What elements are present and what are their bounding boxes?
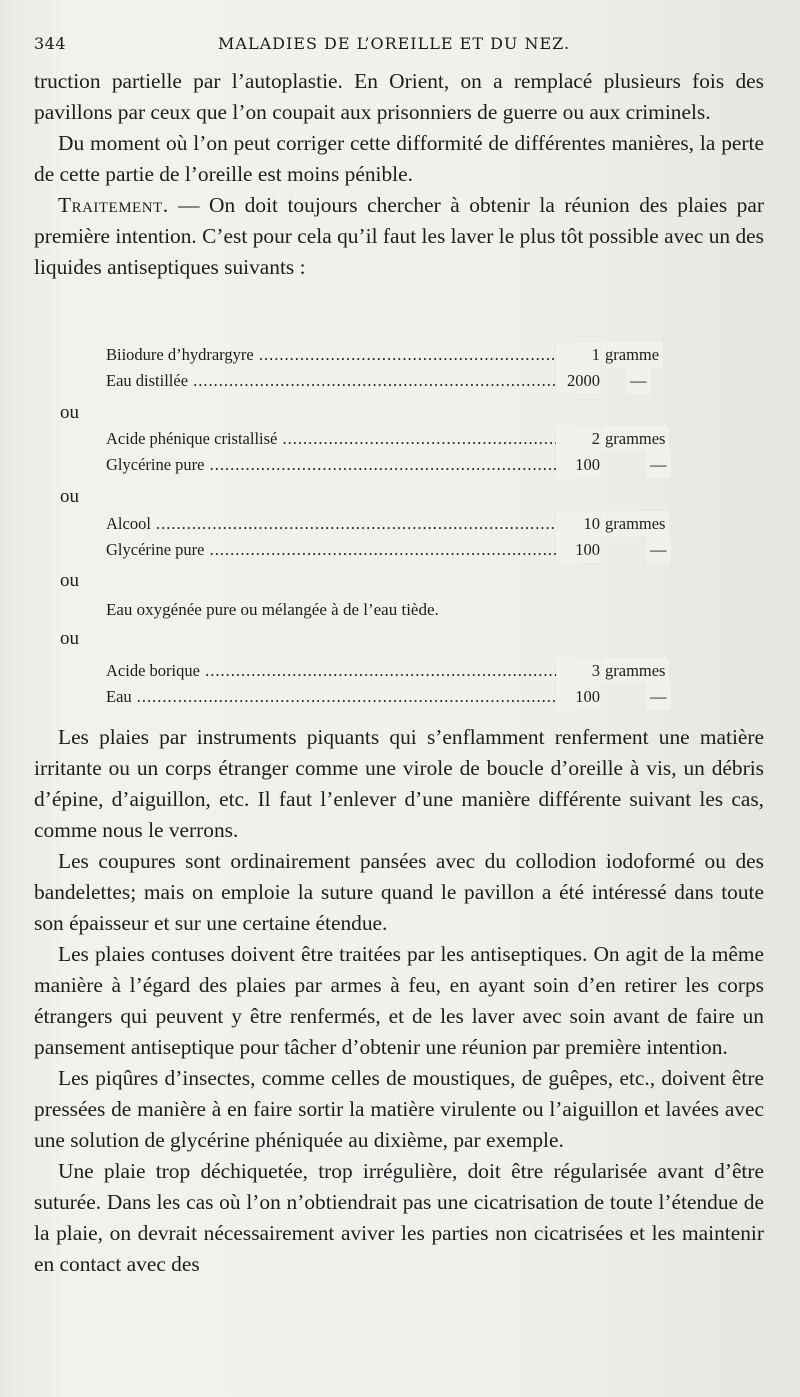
formula-row bbox=[106, 452, 686, 478]
separator-or: ou bbox=[60, 628, 79, 649]
ingredient-name: Glycérine pure ..... bbox=[106, 537, 556, 563]
ingredient-unit: grammes bbox=[601, 426, 669, 452]
paragraph: truction partielle par l’autoplastie. En Orient, on a remplacé plusieurs fois des pavillons par ceux que l’on coupait aux prisonniers de guerre ou aux criminels. bbox=[34, 69, 764, 124]
paragraph: Une plaie trop déchiquetée, trop irrégulière, doit être régularisée avant d’être suturée. Dans les cas où l’on n’obtiendrait pas une cicatrisation de toute l’étendue de la plaie, on devrait nécessairement aviver les parties non cicatrisées et les maintenir en contact avec des bbox=[34, 1159, 764, 1276]
formula-row bbox=[106, 426, 686, 452]
separator-or: ou bbox=[60, 402, 79, 423]
page-number: 344 bbox=[34, 34, 67, 53]
top-text bbox=[34, 66, 764, 283]
formula-row bbox=[106, 511, 686, 537]
ingredient-name: Glycérine pure ..... bbox=[106, 452, 556, 478]
separator-or: ou bbox=[60, 486, 79, 507]
ingredient-name: Eau distillée ..... bbox=[106, 368, 556, 394]
ingredient-name: Acide phénique cristallisé ..... bbox=[106, 426, 556, 452]
ingredient-unit: — bbox=[646, 537, 671, 563]
paragraph: Les plaies par instruments piquants qui s’enflamment renferment une matière irritante ou un corps étranger comme une virole de boucle d’oreille à vis, un débris d’épine, d’aiguillon, etc. Il faut l’enlever d’une manière différente suivant les cas, comme nous le verrons. bbox=[34, 725, 764, 842]
running-title: MALADIES DE L’OREILLE ET DU NEZ. bbox=[218, 34, 571, 53]
ingredient-qty: 2 bbox=[556, 426, 600, 452]
formula-row bbox=[106, 537, 686, 563]
ingredient-unit: — bbox=[646, 452, 671, 478]
ingredient-name: Alcool ..... bbox=[106, 511, 556, 537]
ingredient-unit: — bbox=[646, 684, 671, 710]
formula-line: Eau oxygénée pure ou mélangée à de l’eau tiède. bbox=[106, 600, 439, 619]
formula-4 bbox=[106, 597, 686, 623]
separator-or: ou bbox=[60, 570, 79, 591]
ingredient-qty: 100 bbox=[556, 537, 600, 563]
ingredient-name: Eau ..... bbox=[106, 684, 556, 710]
ingredient-qty: 10 bbox=[556, 511, 600, 537]
paragraph: Les coupures sont ordinairement pansées avec du collodion iodoformé ou des bandelettes; mais on emploie la suture quand le pavillon a été intéressé dans toute son épaisseur et sur une certaine étendue. bbox=[34, 849, 764, 935]
formula-row bbox=[106, 658, 686, 684]
bottom-text bbox=[34, 722, 764, 1280]
formula-row bbox=[106, 684, 686, 710]
treatment-paragraph bbox=[34, 190, 764, 283]
paragraph: Les piqûres d’insectes, comme celles de moustiques, de guêpes, etc., doivent être pressées de manière à en faire sortir la matière virulente ou l’aiguillon et lavées avec une solution de glycérine phéniquée au dixième, par exemple. bbox=[34, 1066, 764, 1152]
formula-5 bbox=[106, 658, 686, 710]
paragraph: Du moment où l’on peut corriger cette difformité de différentes manières, la perte de cette partie de l’oreille est moins pénible. bbox=[34, 131, 764, 186]
ingredient-name: Acide borique ..... bbox=[106, 658, 556, 684]
formula-1 bbox=[106, 342, 686, 394]
ingredient-unit: — bbox=[626, 368, 651, 394]
ingredient-qty: 1 bbox=[556, 342, 600, 368]
formula-row bbox=[106, 342, 686, 368]
formula-row bbox=[106, 368, 686, 394]
treatment-text: — On doit toujours chercher à obtenir la réunion des plaies par première intention. C’est pour cela qu’il faut les laver le plus tôt possible avec un des liquides antiseptiques suivants : bbox=[34, 193, 764, 279]
ingredient-unit: grammes bbox=[601, 511, 669, 537]
paragraph: Les plaies contuses doivent être traitées par les antiseptiques. On agit de la même manière à l’égard des plaies par armes à feu, en ayant soin d’en retirer les corps étrangers qui peuvent y être renfermés, et de les laver avec soin avant de faire un pansement antiseptique pour tâcher d’obtenir une réunion par première intention. bbox=[34, 942, 764, 1059]
ingredient-qty: 3 bbox=[556, 658, 600, 684]
section-heading: Traitement. bbox=[58, 193, 169, 217]
formula-3 bbox=[106, 511, 686, 563]
ingredient-unit: grammes bbox=[601, 658, 669, 684]
ingredient-qty: 2000 bbox=[556, 368, 600, 394]
ingredient-qty: 100 bbox=[556, 452, 600, 478]
formula-2 bbox=[106, 426, 686, 478]
ingredient-name: Biiodure d’hydrargyre ..... bbox=[106, 342, 556, 368]
ingredient-unit: gramme bbox=[601, 342, 663, 368]
ingredient-qty: 100 bbox=[556, 684, 600, 710]
running-header bbox=[34, 34, 764, 58]
